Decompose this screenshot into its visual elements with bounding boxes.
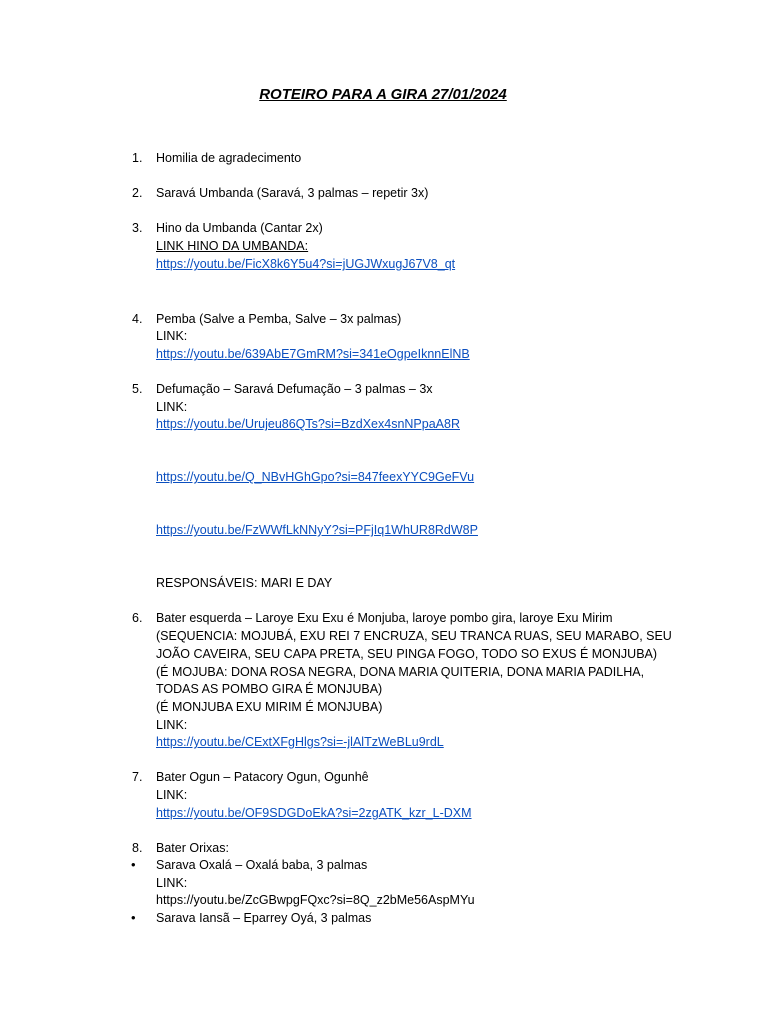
item-number: 1.: [132, 151, 143, 165]
item-5-link-2[interactable]: https://youtu.be/Q_NBvHGhGpo?si=847feexYYC9GeFVu: [156, 470, 475, 484]
item-5-text: Defumação – Saravá Defumação – 3 palmas – 3x: [156, 382, 433, 396]
item-number: 7.: [132, 770, 143, 784]
item-6-line-6: (É MONJUBA EXU MIRIM É MONJUBA): [156, 700, 383, 714]
item-number: 8.: [132, 841, 143, 855]
item-4-link[interactable]: https://youtu.be/639AbE7GmRM?si=341eOgpeIknnElNB: [156, 347, 470, 361]
item-4-link-label: LINK:: [156, 329, 188, 343]
item-number: 2.: [132, 186, 143, 200]
item-8-text: Bater Orixas:: [156, 841, 229, 855]
bullet-1-link-label: LINK:: [156, 876, 188, 890]
item-3-link-label: LINK HINO DA UMBANDA:: [156, 239, 309, 253]
item-6-link-label: LINK:: [156, 718, 188, 732]
bullet-icon: •: [131, 910, 136, 925]
item-7-text: Bater Ogun – Patacory Ogun, Ogunhê: [156, 770, 369, 784]
item-7-link-label: LINK:: [156, 788, 188, 802]
item-6-link[interactable]: https://youtu.be/CExtXFgHlgs?si=-jlAlTzWeBLu9rdL: [156, 735, 444, 749]
responsaveis-text: RESPONSÁVEIS: MARI E DAY: [156, 576, 333, 590]
item-3-text: Hino da Umbanda (Cantar 2x): [156, 221, 323, 235]
item-5-link-3[interactable]: https://youtu.be/FzWWfLkNNyY?si=PFjIq1WhUR8RdW8P: [156, 523, 478, 537]
item-4-text: Pemba (Salve a Pemba, Salve – 3x palmas): [156, 312, 402, 326]
item-number: 6.: [132, 611, 143, 625]
item-6-line-3: JOÃO CAVEIRA, SEU CAPA PRETA, SEU PINGA FOGO, TODO SO EXUS É MONJUBA): [156, 647, 658, 661]
bullet-1-text: Sarava Oxalá – Oxalá baba, 3 palmas: [156, 858, 368, 872]
item-5-link-label: LINK:: [156, 400, 188, 414]
item-6-line-4: (É MOJUBA: DONA ROSA NEGRA, DONA MARIA QUITERIA, DONA MARIA PADILHA,: [156, 665, 645, 679]
item-number: 3.: [132, 221, 143, 235]
item-number: 4.: [132, 312, 143, 326]
item-number: 5.: [132, 382, 143, 396]
bullet-1-link[interactable]: https://youtu.be/ZcGBwpgFQxc?si=8Q_z2bMe56AspMYu: [156, 893, 475, 907]
item-1-text: Homilia de agradecimento: [156, 151, 302, 165]
item-2-text: Saravá Umbanda (Saravá, 3 palmas – repetir 3x): [156, 186, 429, 200]
bullet-icon: •: [131, 857, 136, 872]
item-6-line-2: (SEQUENCIA: MOJUBÁ, EXU REI 7 ENCRUZA, SEU TRANCA RUAS, SEU MARABO, SEU: [156, 629, 672, 643]
item-6-text: Bater esquerda – Laroye Exu Exu é Monjuba, laroye pombo gira, laroye Exu Mirim: [156, 611, 613, 625]
item-5-link[interactable]: https://youtu.be/Urujeu86QTs?si=BzdXex4snNPpaA8R: [156, 417, 460, 431]
bullet-2-text: Sarava Iansã – Eparrey Oyá, 3 palmas: [156, 911, 372, 925]
item-7-link[interactable]: https://youtu.be/OF9SDGDoEkA?si=2zgATK_kzr_L-DXM: [156, 806, 472, 820]
page-title: ROTEIRO PARA A GIRA 27/01/2024: [259, 86, 507, 103]
item-6-line-5: TODAS AS POMBO GIRA É MONJUBA): [156, 682, 383, 696]
item-3-link[interactable]: https://youtu.be/FicX8k6Y5u4?si=jUGJWxugJ67V8_qt: [156, 257, 456, 271]
